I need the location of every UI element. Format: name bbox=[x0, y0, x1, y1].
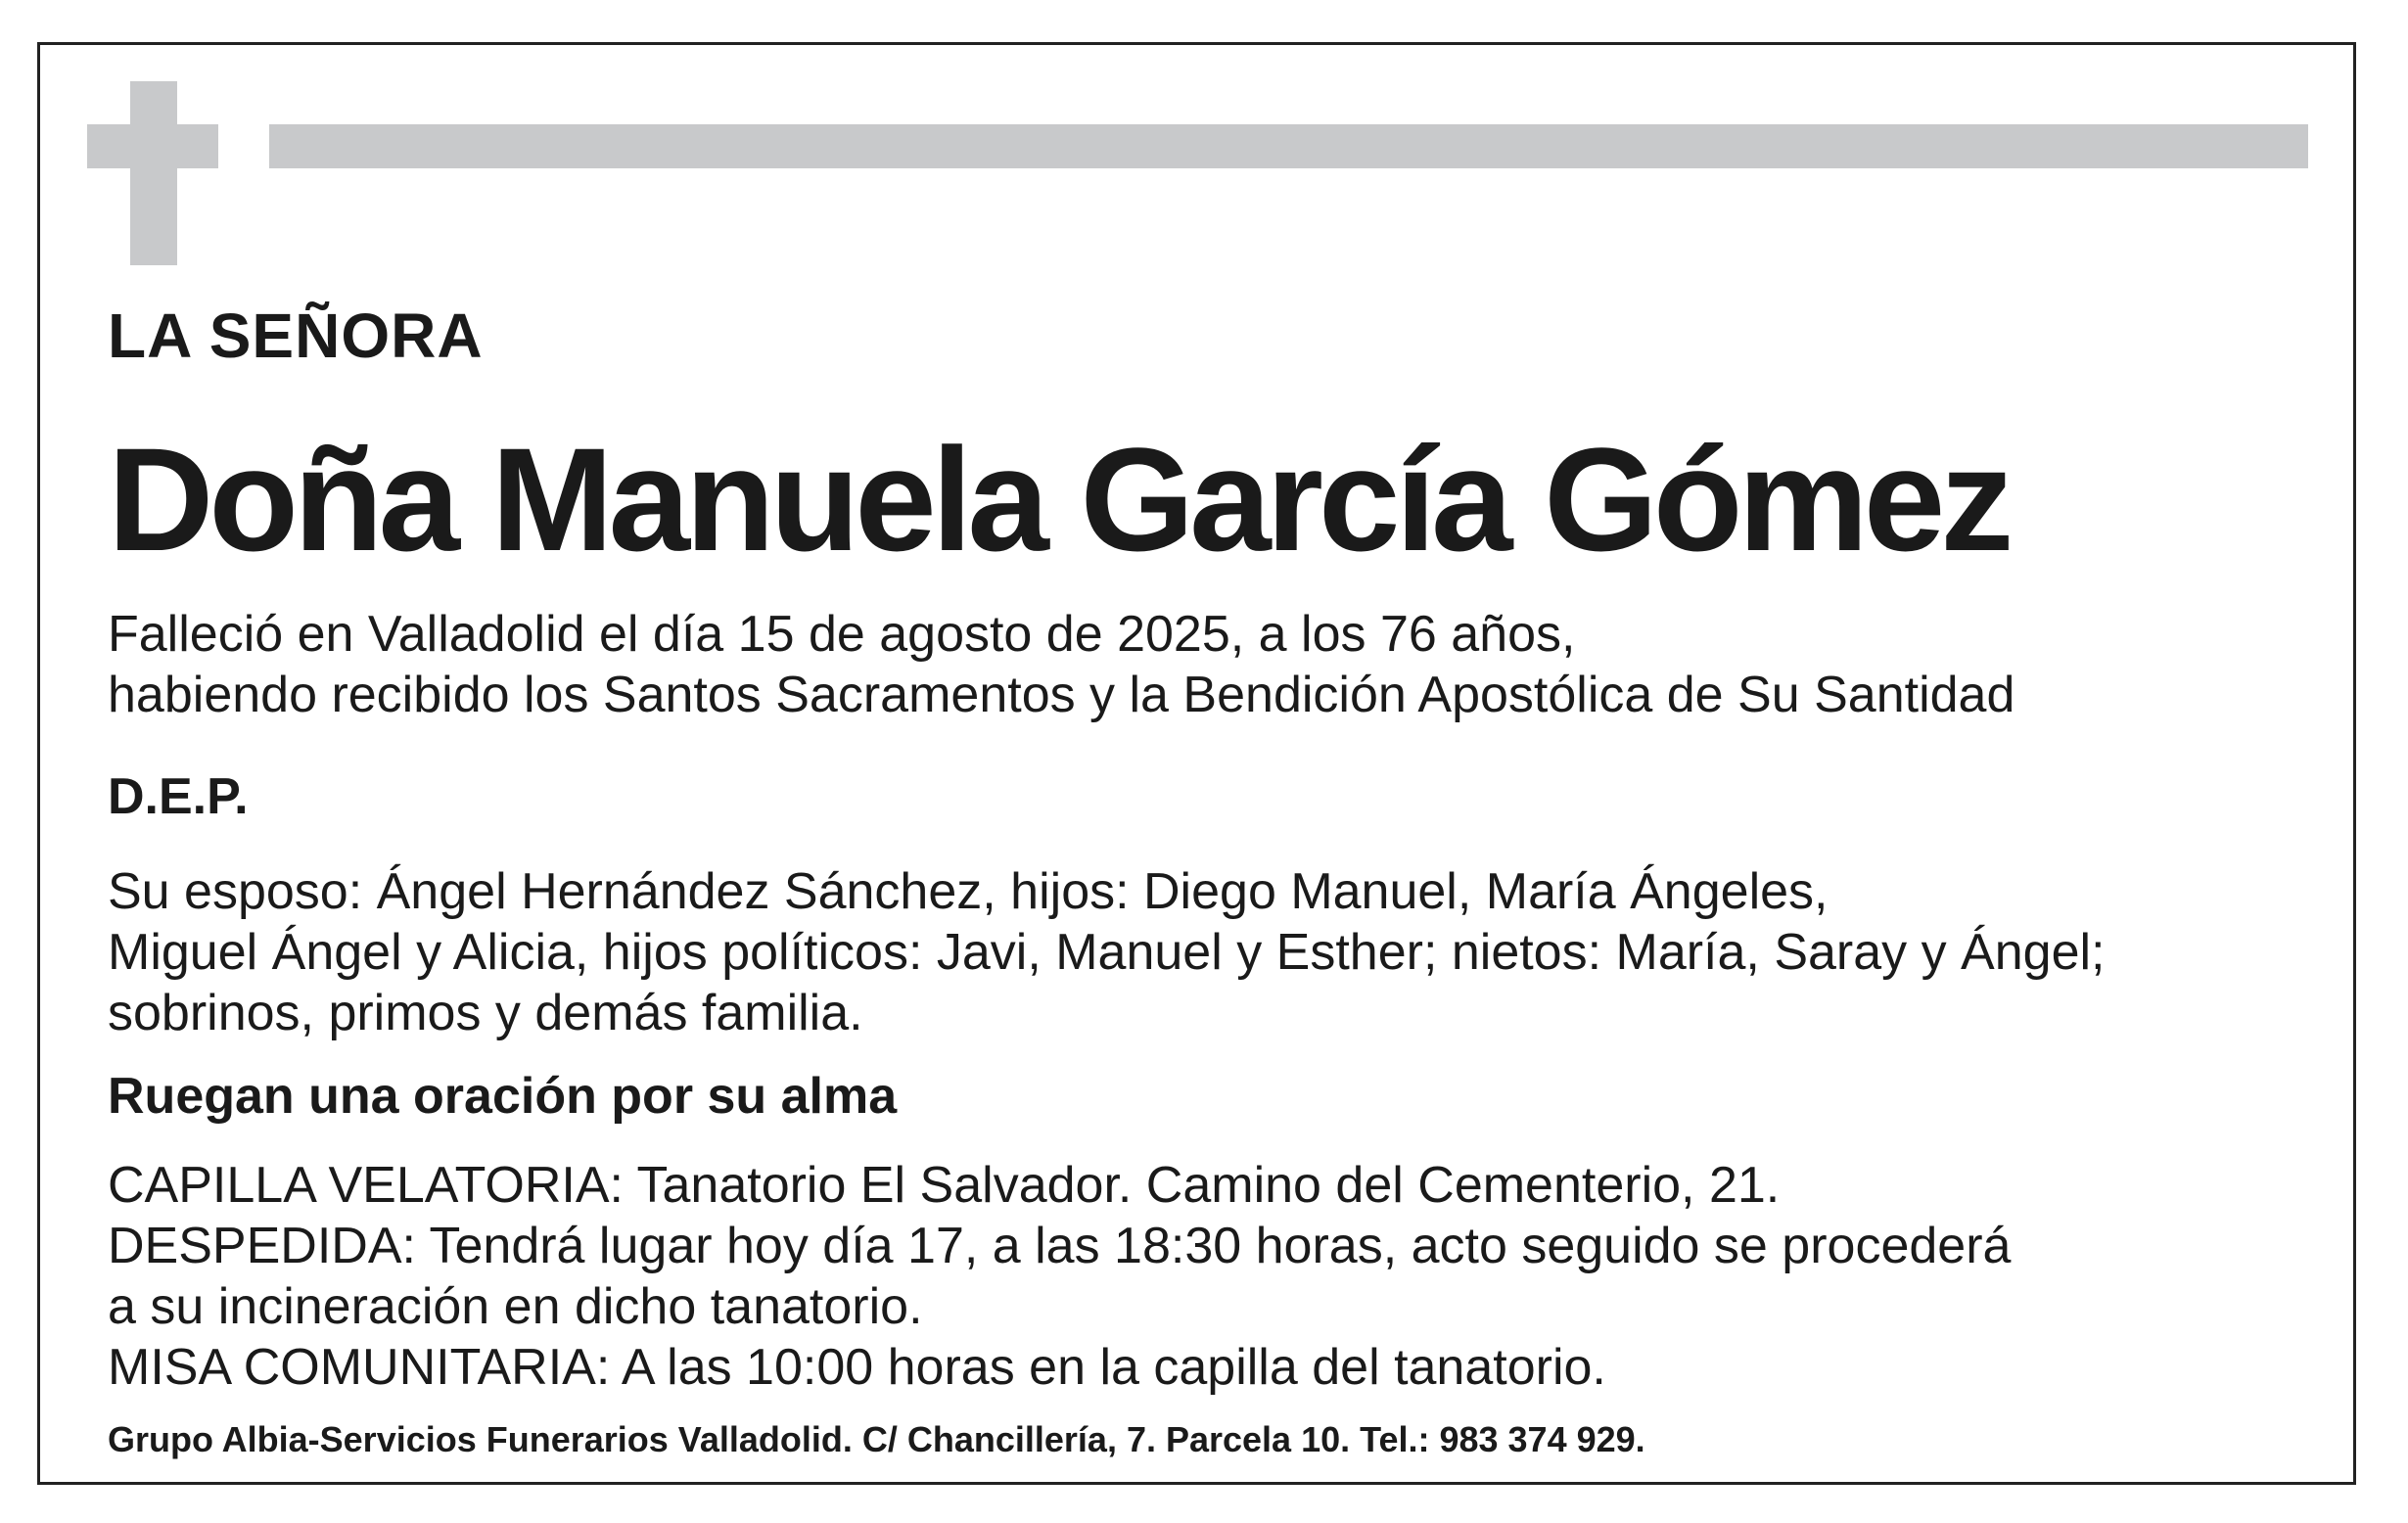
services-paragraph bbox=[108, 1155, 2011, 1398]
cross-icon-horizontal-bar bbox=[87, 124, 218, 168]
death-line: Falleció en Valladolid el día 15 de agosto de 2025, a los 76 años, bbox=[108, 606, 1576, 663]
service-line: DESPEDIDA: Tendrá lugar hoy día 17, a las 18:30 horas, acto seguido se procederá bbox=[108, 1218, 2012, 1274]
death-paragraph bbox=[108, 604, 2014, 725]
funeral-home-footer: Grupo Albia-Servicios Funerarios Valladolid. C/ Chancillería, 7. Parcela 10. Tel.: 983 374 929. bbox=[108, 1419, 1645, 1459]
family-line: Miguel Ángel y Alicia, hijos políticos: Javi, Manuel y Esther; nietos: María, Saray y Ángel; bbox=[108, 924, 2106, 981]
family-line: Su esposo: Ángel Hernández Sánchez, hijos: Diego Manuel, María Ángeles, bbox=[108, 863, 1829, 920]
service-line: a su incineración en dicho tanatorio. bbox=[108, 1278, 923, 1335]
death-line: habiendo recibido los Santos Sacramentos y la Bendición Apostólica de Su Santidad bbox=[108, 667, 2015, 723]
notice-title: LA SEÑORA bbox=[108, 300, 484, 371]
service-line: CAPILLA VELATORIA: Tanatorio El Salvador. Camino del Cementerio, 21. bbox=[108, 1157, 1781, 1214]
family-paragraph bbox=[108, 861, 2106, 1043]
dep-label: D.E.P. bbox=[108, 768, 249, 825]
service-line: MISA COMUNITARIA: A las 10:00 horas en la capilla del tanatorio. bbox=[108, 1339, 1606, 1396]
cross-icon-vertical-bar bbox=[130, 81, 177, 265]
family-line: sobrinos, primos y demás familia. bbox=[108, 985, 863, 1041]
prayer-request: Ruegan una oración por su alma bbox=[108, 1068, 898, 1125]
deceased-name: Doña Manuela García Gómez bbox=[108, 417, 2010, 581]
header-rule bbox=[269, 124, 2308, 168]
